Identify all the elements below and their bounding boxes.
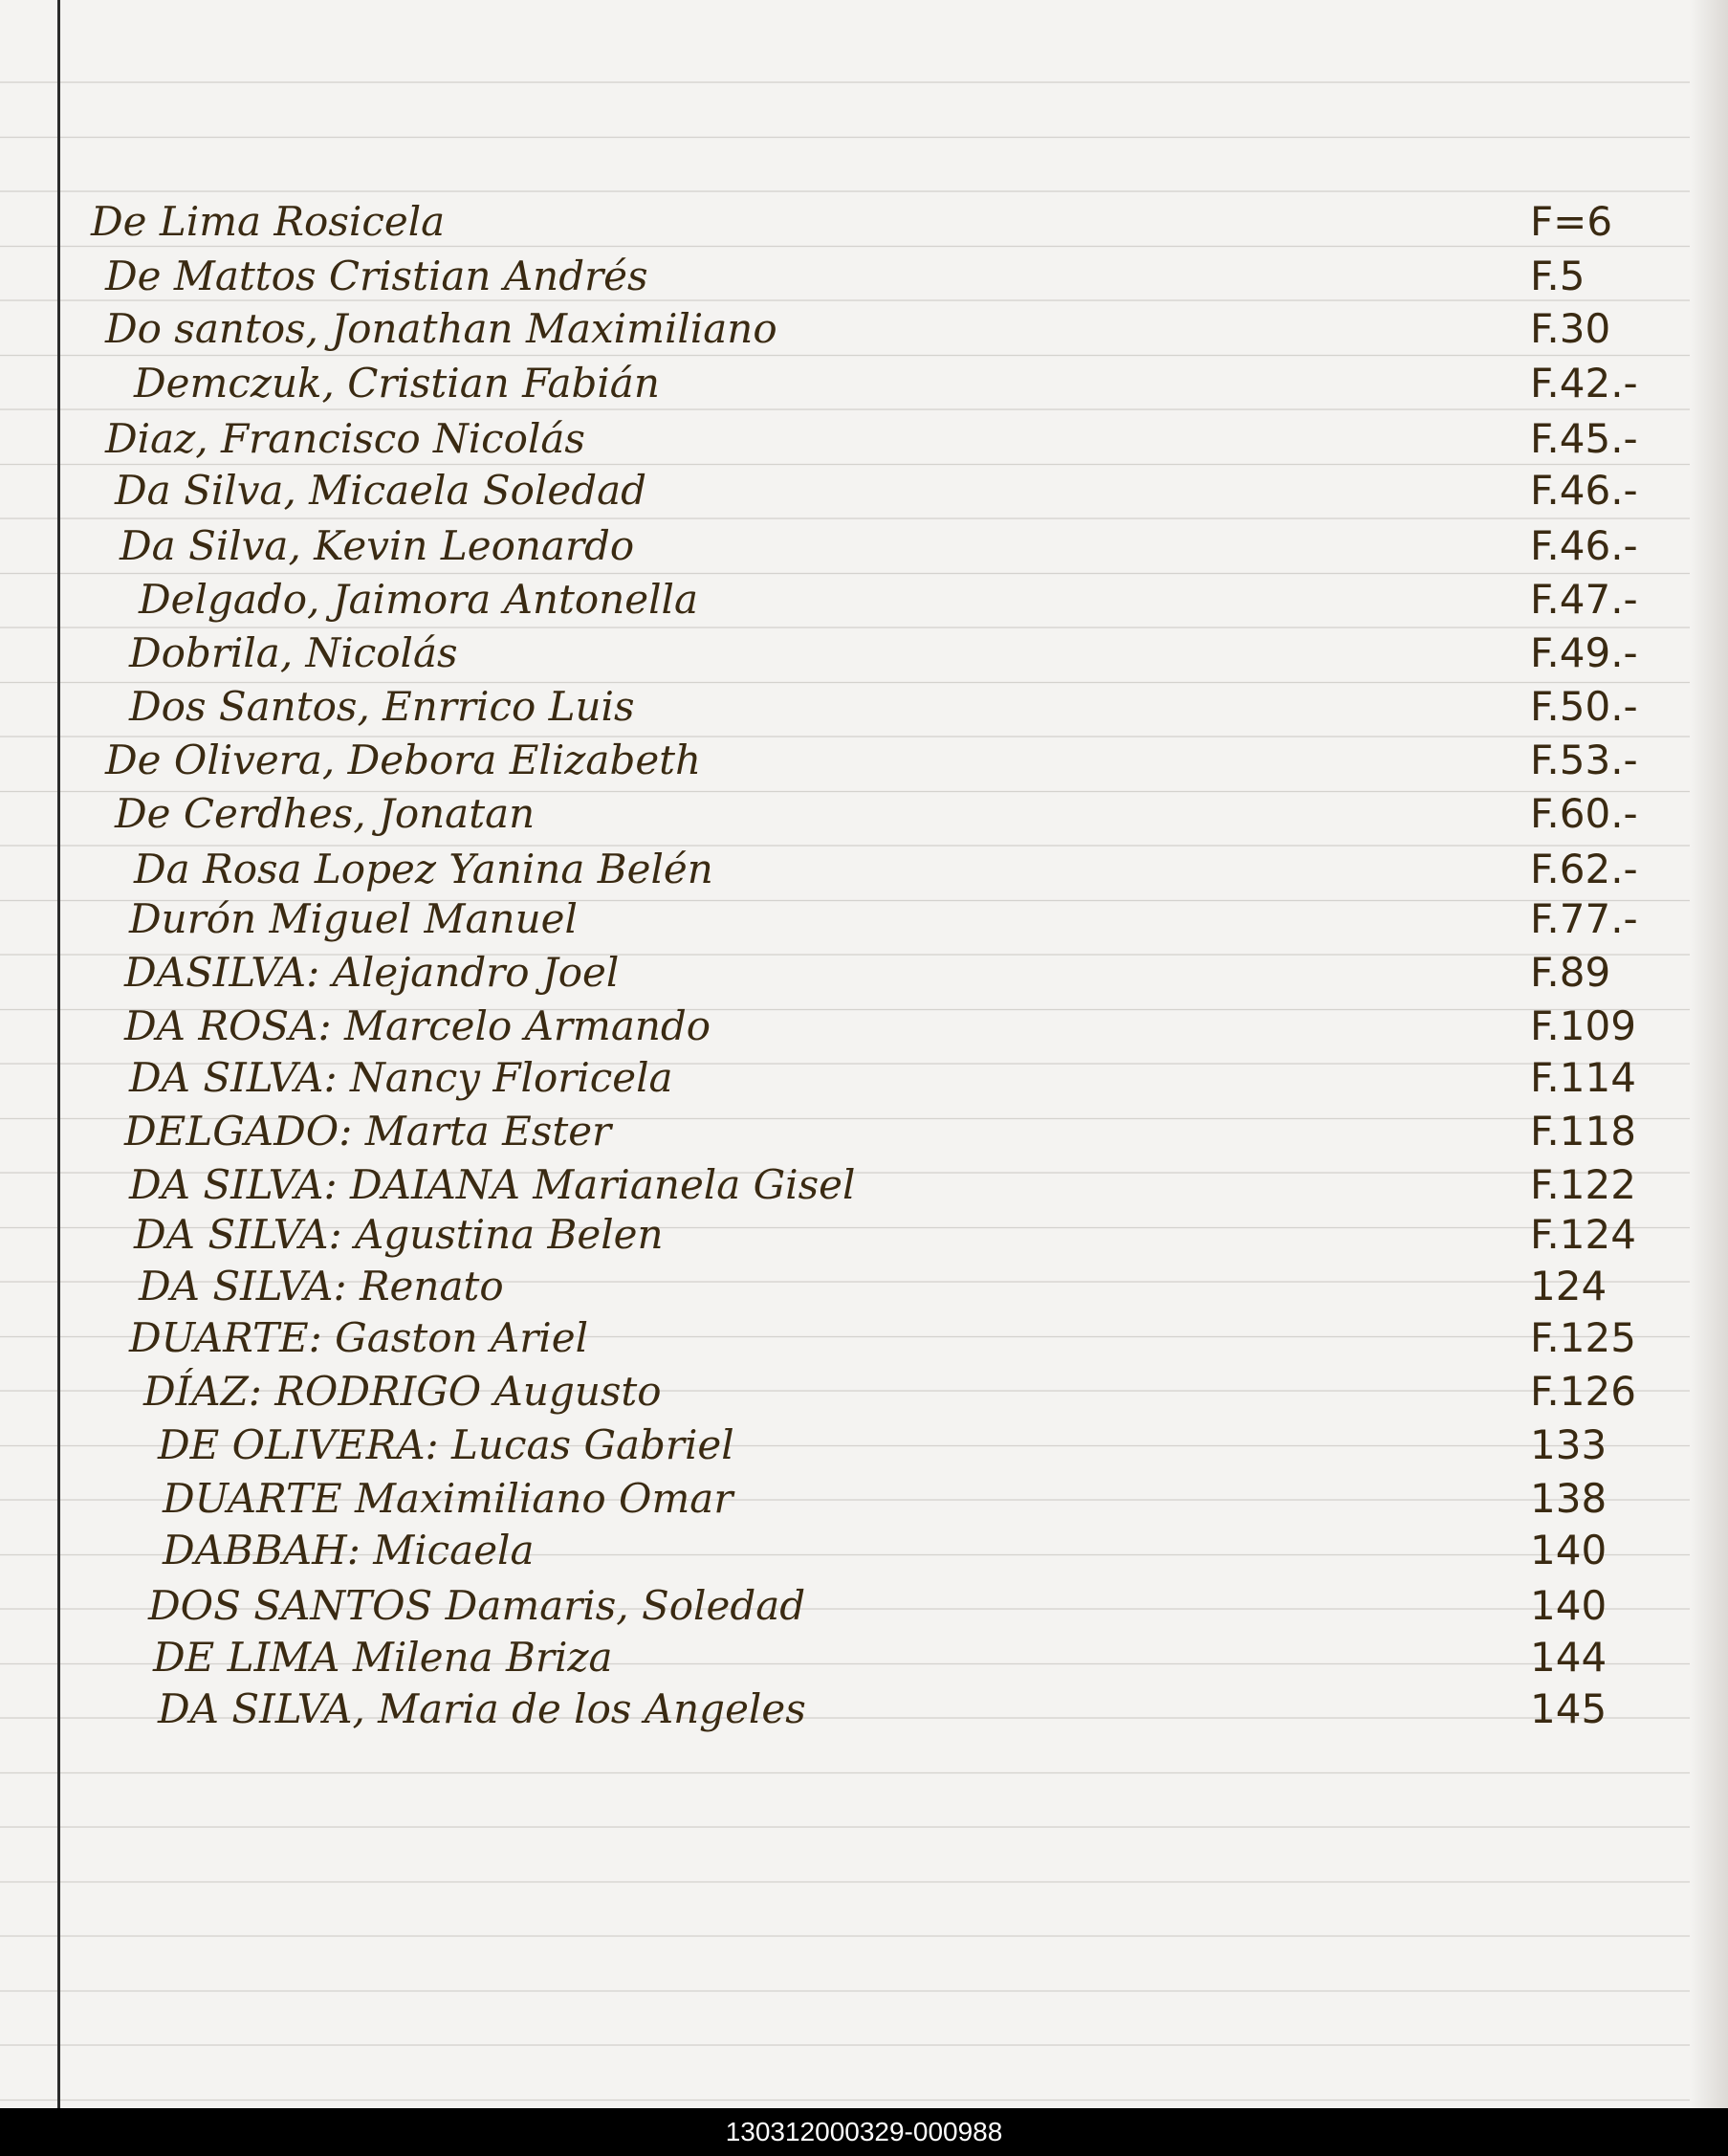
entry-folio: F=6 bbox=[1530, 198, 1613, 245]
entry-name: DASILVA: Alejandro Joel bbox=[124, 949, 620, 996]
entry-name: DE OLIVERA: Lucas Gabriel bbox=[158, 1421, 734, 1468]
entry-folio: 145 bbox=[1530, 1685, 1608, 1732]
entry-folio: F.47.- bbox=[1530, 576, 1638, 623]
entry-folio: F.50.- bbox=[1530, 683, 1638, 730]
list-item bbox=[124, 1001, 1702, 1052]
list-item bbox=[124, 1106, 1702, 1157]
entry-name: De Cerdhes, Jonatan bbox=[115, 790, 536, 837]
list-item bbox=[129, 1159, 1702, 1211]
entry-folio: F.89 bbox=[1530, 949, 1611, 996]
entry-folio: F.125 bbox=[1530, 1314, 1636, 1361]
entry-folio: F.124 bbox=[1530, 1211, 1636, 1258]
list-item bbox=[91, 196, 1702, 248]
entry-folio: F.77.- bbox=[1530, 895, 1638, 942]
list-item bbox=[105, 303, 1702, 355]
entry-name: DA SILVA, Maria de los Angeles bbox=[158, 1685, 806, 1732]
list-item bbox=[158, 1419, 1702, 1471]
list-item bbox=[129, 1052, 1702, 1104]
entry-name: DUARTE Maximiliano Omar bbox=[163, 1475, 733, 1522]
entry-name: Do santos, Jonathan Maximiliano bbox=[105, 305, 777, 352]
list-item bbox=[143, 1366, 1702, 1418]
entry-folio: F.46.- bbox=[1530, 522, 1638, 569]
entry-name: Delgado, Jaimora Antonella bbox=[139, 576, 699, 623]
document-id: 130312000329-000988 bbox=[725, 2117, 1003, 2146]
entry-folio: F.62.- bbox=[1530, 846, 1638, 892]
list-item bbox=[153, 1632, 1702, 1683]
list-item bbox=[134, 844, 1702, 895]
list-item bbox=[129, 627, 1702, 679]
entry-folio: F.53.- bbox=[1530, 737, 1638, 783]
list-item bbox=[163, 1473, 1702, 1525]
margin-line bbox=[57, 0, 60, 2108]
list-item bbox=[105, 413, 1702, 465]
entry-folio: F.30 bbox=[1530, 305, 1611, 352]
list-item bbox=[115, 788, 1702, 840]
entry-name: DOS SANTOS Damaris, Soledad bbox=[148, 1582, 806, 1629]
list-item bbox=[129, 1312, 1702, 1364]
entry-folio: 133 bbox=[1530, 1421, 1608, 1468]
entry-folio: F.122 bbox=[1530, 1161, 1636, 1208]
entry-name: Da Rosa Lopez Yanina Belén bbox=[134, 846, 713, 892]
entry-folio: F.126 bbox=[1530, 1368, 1636, 1415]
entry-name: DE LIMA Milena Briza bbox=[153, 1634, 613, 1681]
entry-name: Dos Santos, Enrrico Luis bbox=[129, 683, 635, 730]
entry-folio: F.45.- bbox=[1530, 415, 1638, 462]
list-item bbox=[163, 1525, 1702, 1576]
list-item bbox=[129, 681, 1702, 733]
entry-name: DELGADO: Marta Ester bbox=[124, 1108, 612, 1155]
entry-name: DÍAZ: RODRIGO Augusto bbox=[143, 1368, 662, 1415]
list-item bbox=[134, 358, 1702, 409]
entry-name: Durón Miguel Manuel bbox=[129, 895, 578, 942]
entry-name: Diaz, Francisco Nicolás bbox=[105, 415, 585, 462]
list-item bbox=[148, 1580, 1702, 1632]
entry-folio: F.42.- bbox=[1530, 360, 1638, 407]
entry-name: DABBAH: Micaela bbox=[163, 1527, 535, 1573]
list-item bbox=[158, 1683, 1702, 1735]
list-item bbox=[134, 1209, 1702, 1261]
entry-folio: F.60.- bbox=[1530, 790, 1638, 837]
entry-name: DA SILVA: Renato bbox=[139, 1263, 504, 1309]
list-item bbox=[129, 893, 1702, 945]
list-item bbox=[120, 520, 1702, 572]
entry-folio: F.5 bbox=[1530, 253, 1586, 299]
entry-folio: F.118 bbox=[1530, 1108, 1636, 1155]
entry-folio: 124 bbox=[1530, 1263, 1608, 1309]
entry-name: Demczuk, Cristian Fabián bbox=[134, 360, 660, 407]
list-item bbox=[139, 1261, 1702, 1312]
entry-name: De Olivera, Debora Elizabeth bbox=[105, 737, 702, 783]
entry-name: DA SILVA: Nancy Floricela bbox=[129, 1054, 673, 1101]
entry-name: DA ROSA: Marcelo Armando bbox=[124, 1002, 711, 1049]
entry-name: Dobrila, Nicolás bbox=[129, 629, 458, 676]
entry-name: Da Silva, Micaela Soledad bbox=[115, 467, 647, 514]
entry-name: DA SILVA: DAIANA Marianela Gisel bbox=[129, 1161, 856, 1208]
entry-name: DA SILVA: Agustina Belen bbox=[134, 1211, 664, 1258]
entry-folio: 140 bbox=[1530, 1527, 1608, 1573]
entry-folio: F.46.- bbox=[1530, 467, 1638, 514]
entry-folio: F.109 bbox=[1530, 1002, 1636, 1049]
list-item bbox=[105, 251, 1702, 302]
entry-folio: 138 bbox=[1530, 1475, 1608, 1522]
list-item bbox=[115, 465, 1702, 517]
entry-name: DUARTE: Gaston Ariel bbox=[129, 1314, 589, 1361]
list-item bbox=[124, 947, 1702, 999]
entry-folio: F.49.- bbox=[1530, 629, 1638, 676]
document-id-footer bbox=[0, 2108, 1728, 2156]
entry-folio: F.114 bbox=[1530, 1054, 1636, 1101]
entry-name: Da Silva, Kevin Leonardo bbox=[120, 522, 635, 569]
list-item bbox=[105, 735, 1702, 786]
entry-folio: 140 bbox=[1530, 1582, 1608, 1629]
list-item bbox=[139, 574, 1702, 626]
entry-folio: 144 bbox=[1530, 1634, 1608, 1681]
entry-name: De Mattos Cristian Andrés bbox=[105, 253, 648, 299]
entry-name: De Lima Rosicela bbox=[91, 198, 446, 245]
